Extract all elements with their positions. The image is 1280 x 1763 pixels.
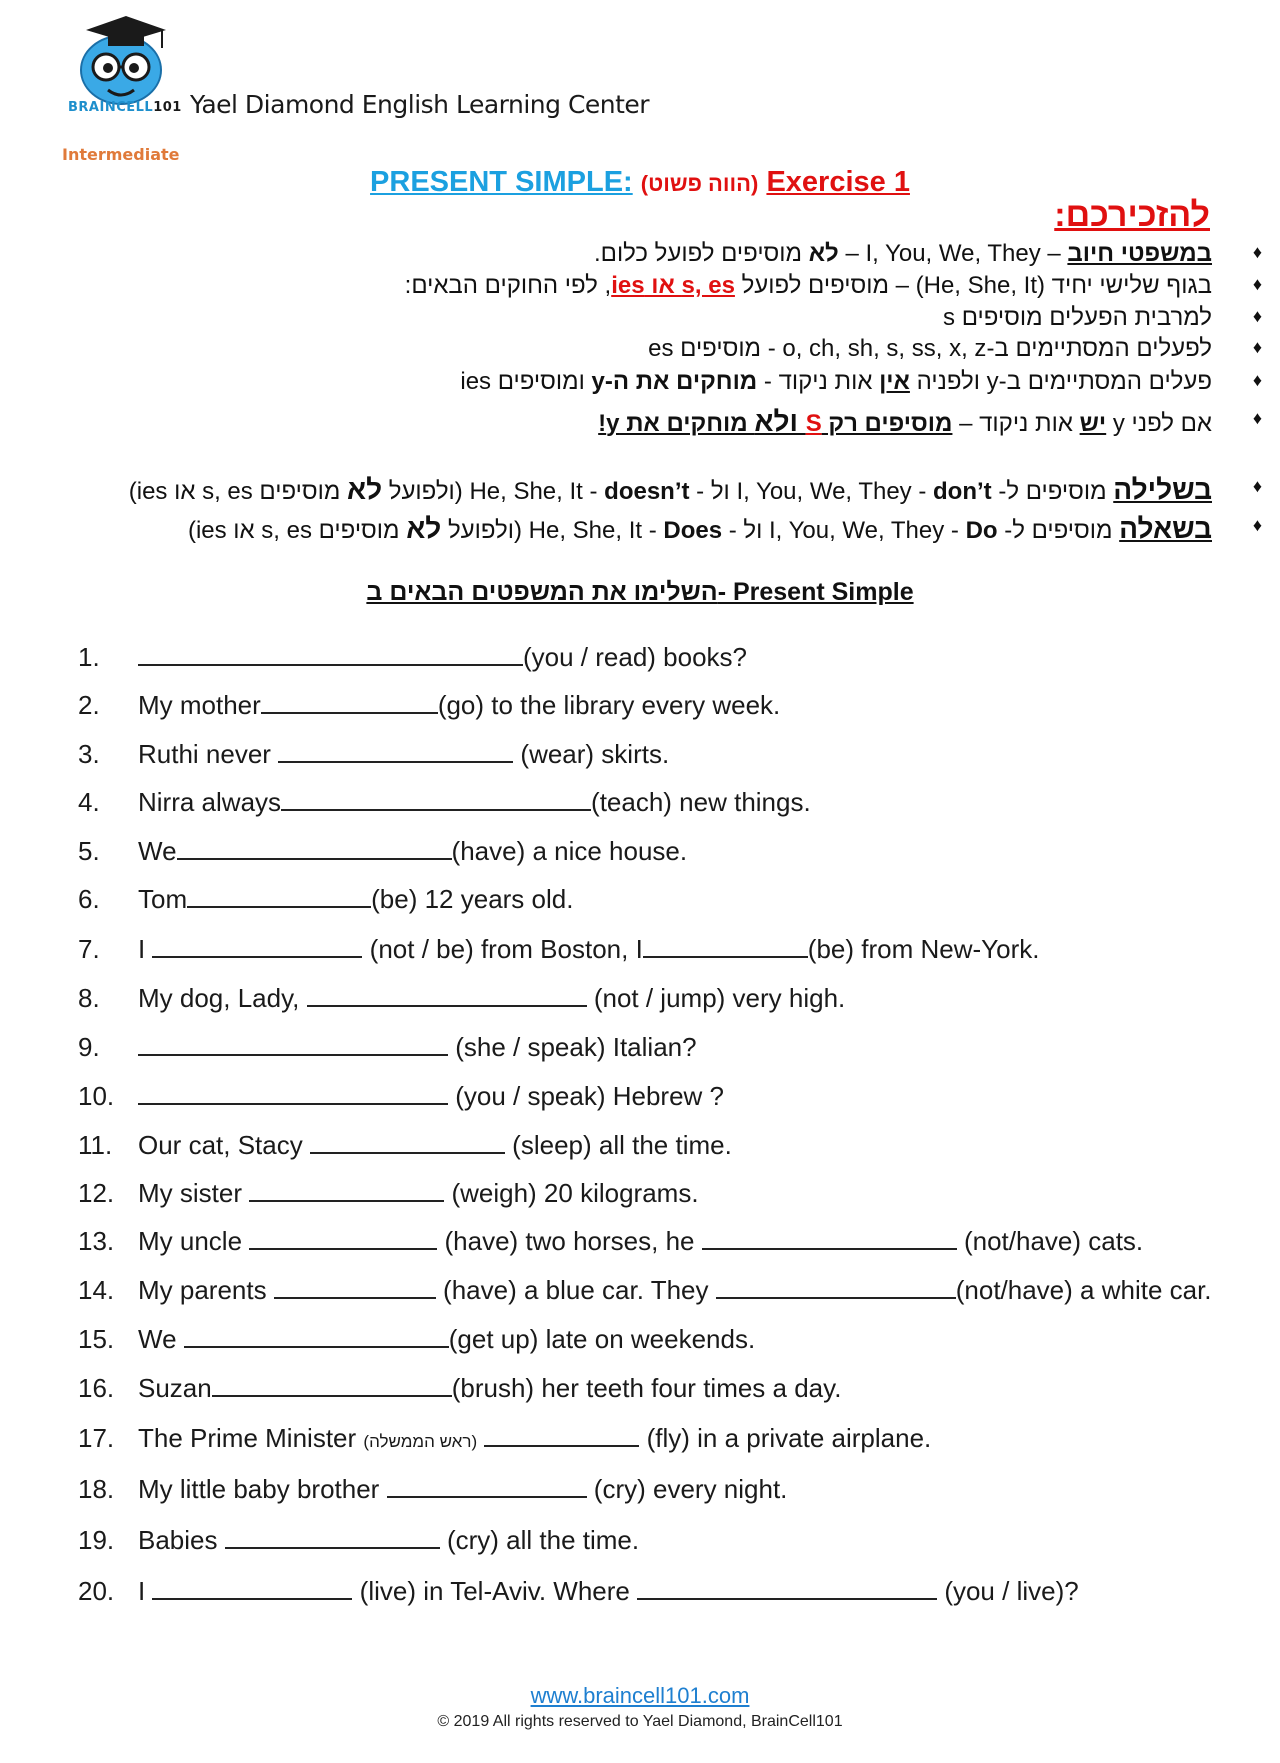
bullet-icon: ♦ (1252, 306, 1262, 326)
answer-blank[interactable] (212, 1371, 452, 1397)
bullet-icon: ♦ (1252, 242, 1262, 262)
rule-negative: ♦ בשלילה מוסיפים ל- I, You, We, They - don’t ול - He, She, It - doesn’t (ולפועל לא מוסיפים s, es או ies) (128, 474, 1262, 505)
answer-blank[interactable] (281, 785, 591, 811)
worksheet-title (0, 166, 1280, 199)
answer-blank[interactable] (152, 932, 362, 958)
title-main: PRESENT SIMPLE: (370, 166, 633, 198)
exercise-item: 14. My parents (have) a blue car. They (not/have) a white car. (78, 1275, 1212, 1305)
answer-blank[interactable] (138, 1079, 448, 1105)
bullet-icon: ♦ (1252, 476, 1262, 496)
exercise-item: 11. Our cat, Stacy (sleep) all the time. (78, 1130, 732, 1160)
answer-blank[interactable] (637, 1574, 937, 1600)
bullet-icon: ♦ (1252, 408, 1262, 428)
remember-heading: להזכירכם: (1054, 196, 1210, 234)
answer-blank[interactable] (278, 737, 513, 763)
answer-blank[interactable] (484, 1421, 639, 1447)
logo-wordmark: BRAINCELL101 (68, 100, 182, 115)
exercise-item: 4. Nirra always (teach) new things. (78, 787, 811, 817)
website-link[interactable]: www.braincell101.com (530, 1683, 750, 1708)
exercise-item: 12. My sister (weigh) 20 kilograms. (78, 1178, 699, 1208)
school-name: Yael Diamond English Learning Center (190, 90, 650, 119)
level-label: Intermediate (62, 145, 180, 164)
exercise-item: 3. Ruthi never (wear) skirts. (78, 739, 670, 769)
exercise-item: 1. (you / read) books? (78, 642, 748, 672)
task-instruction: השלימו את המשפטים הבאים ב- Present Simple (366, 578, 914, 606)
rule-third-person: ♦ בגוף שלישי יחיד (He, She, It) – מוסיפים לפועל s, es או ies, לפי החוקים הבאים: (404, 272, 1262, 299)
answer-blank[interactable] (387, 1472, 587, 1498)
exercise-item: 2. My mother (go) to the library every week. (78, 690, 781, 720)
bullet-icon: ♦ (1252, 515, 1262, 535)
answer-blank[interactable] (702, 1224, 957, 1250)
bullet-icon: ♦ (1252, 274, 1262, 294)
exercise-item: 15. We (get up) late on weekends. (78, 1324, 756, 1354)
exercise-item: 8. My dog, Lady, (not / jump) very high. (78, 983, 846, 1013)
answer-blank[interactable] (643, 932, 808, 958)
rule-add-ies: ♦ פעלים המסתיימים ב-y ולפניה אין אות ניקוד - מוחקים את ה-y ומוסיפים ies (460, 368, 1262, 395)
rule-vowel-y: ♦ אם לפני y יש אות ניקוד – מוסיפים רק S ולא מוחקים את y! (598, 406, 1262, 437)
bullet-icon: ♦ (1252, 337, 1262, 357)
rule-affirmative: ♦ במשפטי חיוב – I, You, We, They – לא מוסיפים לפועל כלום. (594, 240, 1262, 267)
answer-blank[interactable] (184, 1322, 449, 1348)
copyright-text: © 2019 All rights reserved to Yael Diamond, BrainCell101 (437, 1713, 843, 1730)
answer-blank[interactable] (138, 1030, 448, 1056)
answer-blank[interactable] (310, 1128, 505, 1154)
answer-blank[interactable] (225, 1523, 440, 1549)
title-exercise: Exercise 1 (766, 166, 910, 198)
answer-blank[interactable] (249, 1176, 444, 1202)
exercise-item: 10. (you / speak) Hebrew ? (78, 1081, 725, 1111)
exercise-item: 19. Babies (cry) all the time. (78, 1525, 640, 1555)
exercise-item: 13. My uncle (have) two horses, he (not/have) cats. (78, 1226, 1144, 1256)
answer-blank[interactable] (307, 981, 587, 1007)
answer-blank[interactable] (138, 640, 523, 666)
title-hebrew: (הווה פשוט) (640, 171, 759, 196)
exercise-item: 7. I (not / be) from Boston, I (be) from New-York. (78, 934, 1040, 964)
answer-blank[interactable] (187, 882, 371, 908)
answer-blank[interactable] (261, 688, 438, 714)
answer-blank[interactable] (716, 1273, 956, 1299)
answer-blank[interactable] (152, 1574, 352, 1600)
exercise-item: 6. Tom (be) 12 years old. (78, 884, 574, 914)
rule-add-s: ♦ למרבית הפעלים מוסיפים s (943, 304, 1262, 331)
bullet-icon: ♦ (1252, 370, 1262, 390)
answer-blank[interactable] (274, 1273, 436, 1299)
exercise-item: 18. My little baby brother (cry) every night. (78, 1474, 788, 1504)
rule-question: ♦ בשאלה מוסיפים ל- I, You, We, They - Do ול - He, She, It - Does (ולפועל לא מוסיפים s, es או ies) (187, 513, 1262, 544)
exercise-item: 20. I (live) in Tel-Aviv. Where (you / live)? (78, 1576, 1079, 1606)
exercise-item: 5. We (have) a nice house. (78, 836, 688, 866)
exercise-item: 17. The Prime Minister (ראש הממשלה) (fly) in a private airplane. (78, 1423, 932, 1453)
answer-blank[interactable] (249, 1224, 437, 1250)
exercise-item: 16. Suzan (brush) her teeth four times a day. (78, 1373, 842, 1403)
rule-add-es: ♦ לפעלים המסתיימים ב-o, ch, sh, s, ss, x, z - מוסיפים es (648, 335, 1262, 362)
exercise-item: 9. (she / speak) Italian? (78, 1032, 697, 1062)
answer-blank[interactable] (177, 834, 452, 860)
